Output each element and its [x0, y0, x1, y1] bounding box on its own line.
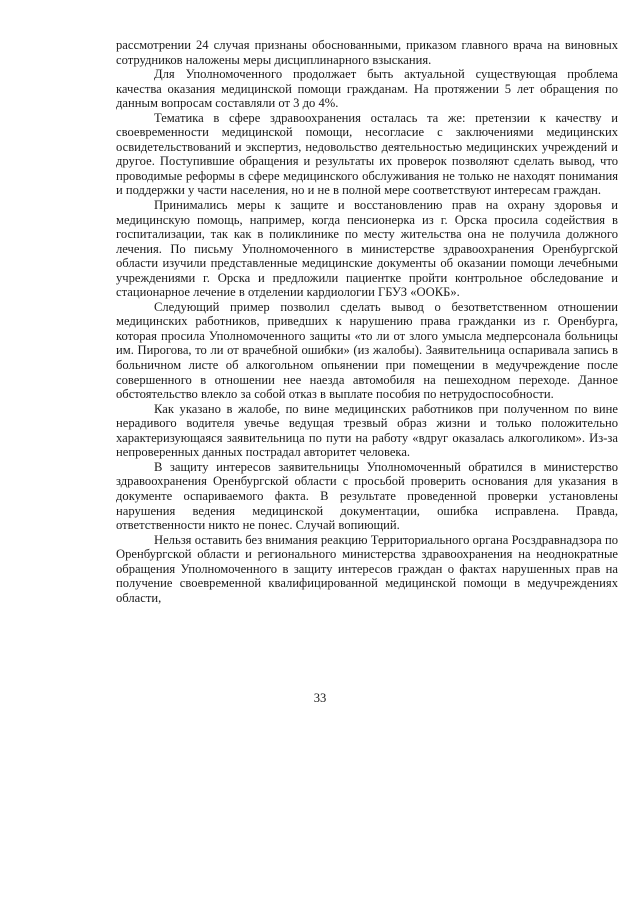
paragraph-2: Для Уполномоченного продолжает быть актуальной существующая проблема качества оказания медицинской помощи гражданам. На протяжении 5 лет обращения по данным вопросам составляли от 3 до 4%.: [116, 67, 618, 111]
paragraph-3: Тематика в сфере здравоохранения осталась та же: претензии к качеству и своевременности медицинской помощи, несогласие с заключениями медицинских освидетельствований и экспертиз, недовольство деятельностью медицинских учреждений и другое. Поступившие обращения и результаты их проверок позволяют сделать вывод, что проводимые реформы в сфере медицинского обслуживания не только не находят понимания и поддержки у части населения, но и не в полной мере соответствуют интересам граждан.: [116, 110, 618, 198]
paragraph-8: Нельзя оставить без внимания реакцию Территориального органа Росздравнадзора по Оренбургской области и регионального министерства здравоохранения на неоднократные обращения Уполномоченного в защиту интересов граждан о фактах нарушенных прав на получение своевременной квалифицированной медицинской помощи в медучреждениях области,: [116, 532, 618, 605]
paragraph-4: Принимались меры к защите и восстановлению прав на охрану здоровья и медицинскую помощь, например, когда пенсионерка из г. Орска просила содействия в госпитализации, так как в поликлинике по месту жительства она не получила должного лечения. По письму Уполномоченного в министерстве здравоохранения Оренбургской области изучили представленные медицинские документы об оказании помощи лечебными учреждениями г. Орска и предложили пациентке пройти контрольное обследование и стационарное лечение в отделении кардиологии ГБУЗ «ООКБ».: [116, 198, 618, 300]
paragraph-7: В защиту интересов заявительницы Уполномоченный обратился в министерство здравоохранения Оренбургской области с просьбой проверить основания для указания в документе оспариваемого факта. В результате проведенной проверки установлены нарушения ведения медицинской документации, ошибка исправлена. Правда, ответственности никто не понес. Случай вопиющий.: [116, 459, 618, 533]
paragraph-1: рассмотрении 24 случая признаны обоснованными, приказом главного врача на виновных сотрудников наложены меры дисциплинарного взыскания.: [116, 38, 618, 67]
page-number: 33: [313, 691, 327, 705]
paragraph-5: Следующий пример позволил сделать вывод о безответственном отношении медицинских работников, приведших к нарушению права гражданки из г. Оренбурга, которая просила Уполномоченного защиты «то ли от злого умысла медперсонала больницы им. Пирогова, то ли от врачебной ошибки» (из жалобы). Заявительница оспаривала запись в больничном листе об алкогольном опьянении при помещении в медучреждение после совершенного в отношении нее наезда автомобиля на пешеходном переходе. Данное обстоятельство влекло за собой отказ в выплате пособия по нетрудоспособности.: [116, 299, 618, 402]
paragraph-6: Как указано в жалобе, по вине медицинских работников при полученном по вине нерадивого водителя увечье ведущая трезвый образ жизни и только положительно характеризующаяся заявительница по пути на работу «вдруг оказалась алкоголиком». Из-за непроверенных данных пострадал авторитет человека.: [116, 401, 618, 460]
body-text: [116, 38, 618, 605]
